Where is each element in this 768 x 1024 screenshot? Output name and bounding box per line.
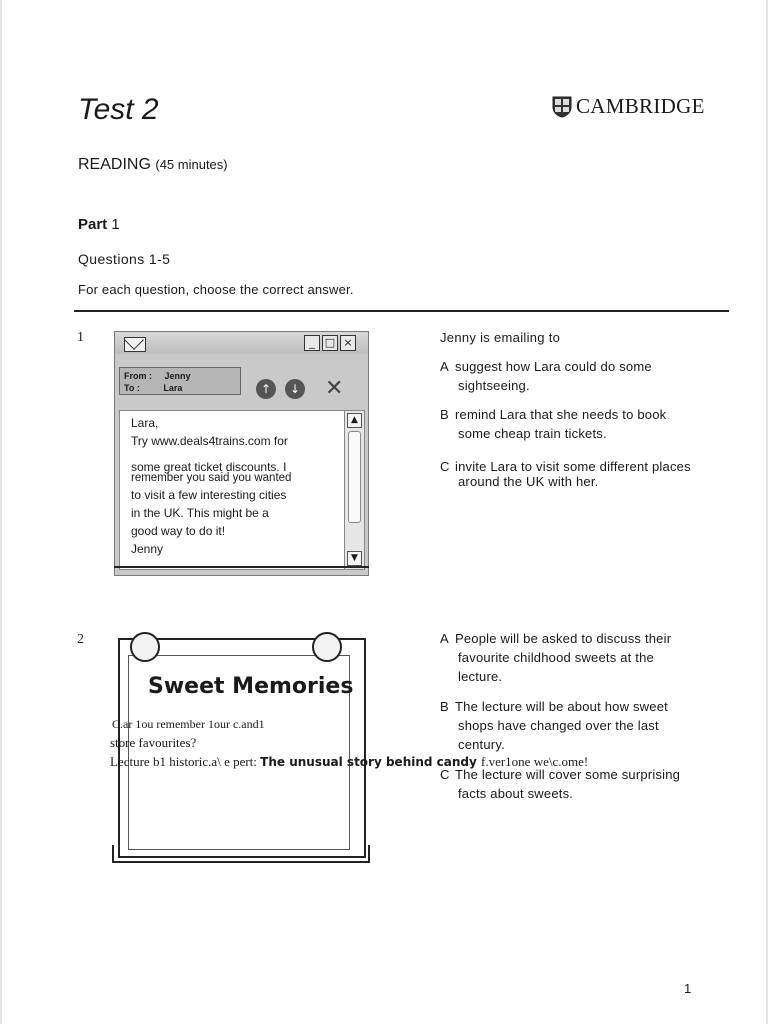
delete-icon: ✕ — [325, 376, 344, 401]
option-letter: A — [440, 631, 449, 646]
to-value: Lara — [163, 383, 183, 393]
notice-title: Sweet Memories — [148, 674, 354, 699]
email-header-fields — [119, 367, 241, 395]
email-line: to visit a few interesting cities — [131, 488, 287, 502]
section-heading — [78, 156, 228, 174]
option-text: invite Lara to visit some different places — [455, 459, 691, 474]
option-text: shops have changed over the last — [458, 718, 659, 733]
option-c — [440, 459, 691, 489]
email-scrollbar — [344, 410, 365, 570]
close-icon: × — [340, 335, 356, 351]
pin-icon — [130, 632, 160, 662]
option-letter: C — [440, 767, 450, 782]
email-line: Jenny — [131, 542, 164, 556]
option-text: facts about sweets. — [458, 786, 574, 801]
reading-label: READING — [78, 156, 151, 173]
question-number-2: 2 — [77, 632, 84, 647]
option-text: sightseeing. — [458, 378, 530, 393]
left-page-edge — [0, 0, 2, 1024]
option-b — [440, 697, 668, 754]
option-b — [440, 405, 666, 443]
option-text: century. — [458, 737, 505, 752]
option-letter: B — [440, 699, 449, 714]
from-label: From : — [124, 371, 152, 381]
email-line: some great ticket discounts. I — [131, 460, 287, 474]
notice-text: The unusual story behind candy — [260, 755, 481, 769]
notice-text: f.ver1one we\c.ome! — [481, 754, 589, 769]
scroll-thumb — [348, 431, 361, 523]
scroll-down-icon: ▼ — [347, 551, 362, 566]
email-line: Lara, — [131, 416, 159, 430]
option-letter: C — [440, 459, 450, 474]
reading-duration: (45 minutes) — [155, 157, 228, 172]
option-text: some cheap train tickets. — [458, 426, 607, 441]
test-title: Test 2 — [78, 93, 159, 126]
option-a — [440, 357, 652, 395]
email-line: in the UK. This might be a — [131, 506, 269, 520]
cambridge-logo — [552, 94, 705, 119]
option-text: lecture. — [458, 669, 503, 684]
from-value: Jenny — [164, 371, 191, 381]
option-text: remind Lara that she needs to book — [455, 407, 667, 422]
option-text: favourite childhood sweets at the — [458, 650, 654, 665]
notice-line: store favourites? — [110, 735, 197, 750]
divider-line — [74, 310, 729, 312]
questions-range: Questions 1-5 — [78, 251, 171, 267]
pin-icon — [312, 632, 342, 662]
shield-icon — [552, 96, 572, 118]
option-text: The lecture will cover some surprising — [455, 767, 681, 782]
instruction-text: For each question, choose the correct answer. — [78, 282, 354, 297]
email-window — [114, 331, 369, 576]
part-number: 1 — [111, 216, 120, 233]
option-letter: A — [440, 359, 449, 374]
minimize-icon: _ — [304, 335, 320, 351]
page-number: 1 — [684, 981, 692, 996]
envelope-icon — [124, 337, 146, 352]
email-line: good way to do it! — [131, 524, 226, 538]
email-line: Try www.deals4trains.com for — [131, 434, 288, 448]
arrow-up-icon: ↑ — [256, 379, 276, 399]
option-text: suggest how Lara could do some — [455, 359, 652, 374]
option-c — [440, 765, 680, 803]
maximize-icon: □ — [322, 335, 338, 351]
option-text: People will be asked to discuss their — [455, 631, 672, 646]
part-heading — [78, 216, 120, 233]
option-a — [440, 629, 671, 686]
notice-line: C.ar 1ou remember 1our c.and1 — [112, 717, 265, 731]
part-label: Part — [78, 216, 108, 233]
option-letter: B — [440, 407, 449, 422]
scroll-up-icon: ▲ — [347, 413, 362, 428]
email-body — [119, 410, 345, 570]
option-text: The lecture will be about how sweet — [455, 699, 668, 714]
email-underline — [114, 566, 369, 568]
arrow-down-icon: ↓ — [285, 379, 305, 399]
question-number-1: 1 — [77, 330, 84, 345]
logo-text: CAMBRIDGE — [576, 94, 705, 118]
notice-text: Lecture b1 historic.a\ e pert: — [110, 754, 261, 769]
email-line: remember you said you wanted — [131, 472, 292, 484]
to-label: To : — [124, 383, 140, 393]
question-stem: Jenny is emailing to — [440, 330, 561, 345]
option-text: around the UK with her. — [458, 474, 599, 489]
